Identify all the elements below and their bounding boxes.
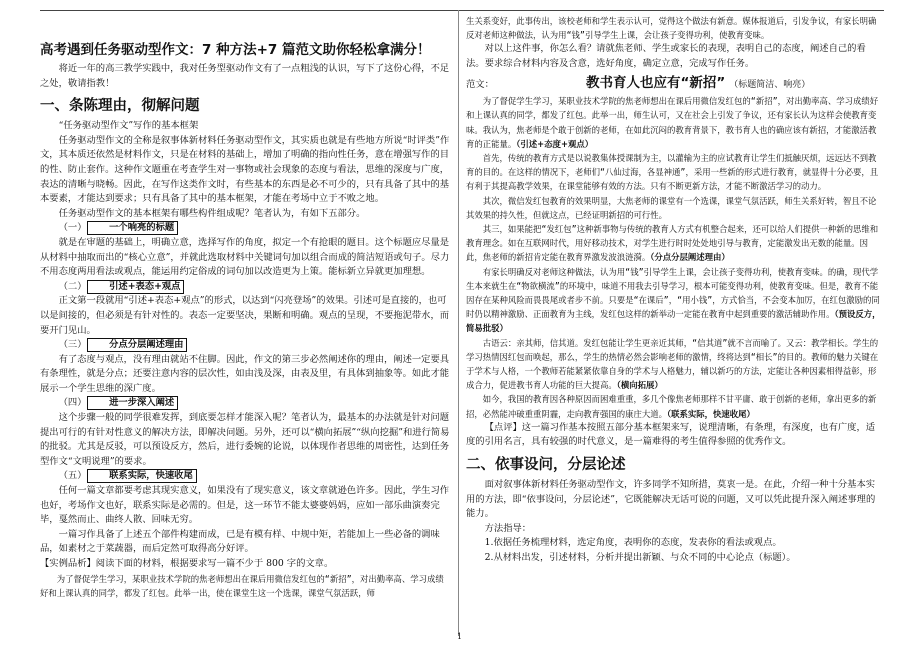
essay-heading [466, 76, 884, 93]
subheading-1-label: 一个响亮的标题 [87, 221, 179, 235]
essay-paragraph-3: 其次，微信发红包教育的效果明显，大焦老师的课堂有一个选课，课堂气氛活跃，师生关系好转，智且不论其效果的持久性，但就这点，已经证明新招的可行性。 [466, 195, 877, 220]
subheading-2-text: 正文第一段就用“引述+表态+观点”的形式，以达到“闪亮登场”的效果。引述可是直接的，也可以是间接的，但必须是有针对性的。表态一定要坚决，果断和明确。观点的呈现，不要拖泥带水，而要开门见山。 [40, 295, 450, 336]
subheading-5-text: 任何一篇文章都要考虑其现实意义，如果没有了现实意义，该文章就逊色许多。因此，学生习作也好，考场作文也好，联系实际是必需的。但是，这一环节不能太婆婆妈妈，应如一部乐曲演奏完毕，戛然而止、曲终人散、回味无穷。 [40, 485, 450, 526]
page-number: 1 [457, 632, 463, 641]
subheading-3-label: 分点分层阐述理由 [87, 338, 188, 352]
document-title: 高考遇到任务驱动型作文：7 种方法+7 篇范文助你轻松拿满分！ [40, 42, 431, 58]
left-column [40, 14, 452, 600]
essay-paragraph-2: 首先，传统的教育方式是以说教集体授课制为主，以灌输为主的应试教育让学生们抵触厌烦，远远达不到教育的目的。在这样的情况下，老师们“八仙过海，各显神通”，采用一些新的形式进行教育，就显得十分必要，且有利于其提高教学效果，在课堂能够有效的方法。只有不断更新方法，才能不断激活学习的动力。 [466, 153, 879, 192]
essay-title-note: （标题简洁、响亮） [729, 79, 811, 90]
example-intro: 【实例品析】阅读下面的材料，根据要求写一篇不少于 800 字的文章。 [40, 558, 334, 569]
subheading-1: （一） 一个响亮的标题 [40, 221, 452, 236]
column-divider [458, 10, 459, 636]
method-item-2: 2.从材料出发，引述材料，分析并提出新颖、与众不同的中心论点（标题）。 [484, 552, 796, 564]
method-label: 方法指导： [484, 522, 532, 534]
subheading-4-label: 进一步深入阐述 [87, 396, 179, 410]
model-essay-label: 范文： [466, 78, 494, 90]
framework-heading: “任务驱动型作文”写作的基本框架 [58, 120, 199, 132]
essay-paragraph-1: 为了督促学生学习，某职业技术学院的焦老师想出在课后用微信发红包的“新招”，对出勤率高、学习成绩好和上课认真的同学，都发了红包。此举一出，师生认可，又在社会上引发了争议，还有家长认为这样会使教育变味。我认为，焦老师是个敢于创新的老师，在如此沉闷的教育背景下，教书育人也的确应该有新招，才能激活教育的正能量。（引述+态度+观点） [466, 96, 879, 149]
subheading-3-text: 有了态度与观点，没有理由就站不住脚。因此，作文的第三步必然阐述你的理由，阐述一定要具有条理性，就是分点；还要注意内容的层次性，如由浅及深，由表及里，有具体到抽象等。如此才能展示一个学生思维的深广度。 [40, 353, 450, 394]
section-1-heading: 一、条陈理由，彻解问题 [40, 98, 200, 115]
subheading-4: （四） 进一步深入阐述 [40, 396, 452, 411]
method-item-1: 1.依据任务梳理材料，选定角度，表明你的态度，发表你的看法或观点。 [484, 537, 782, 549]
essay-mark-7: （联系实际，快速收尾） [667, 408, 755, 419]
essay-paragraph-7: 如今，我国的教育因各种原因而困难重重，多几个像焦老师那样不甘平庸、敢于创新的老师，拿出更多的新招，必然能冲破重重阴霾，走向教育强国的康庄大道。（联系实际，快速收尾） [466, 394, 877, 419]
example-material: 为了督促学生学习，某职业技术学院的焦老师想出在课后用微信发红包的“新招”，对出勤率高、学习成绩好和上课认真的同学，都发了红包。此举一出，使在课堂生这一个选课，课堂气氛活跃，师 [40, 573, 444, 598]
essay-paragraph-5: 有家长明确反对老师这种做法，认为用“钱”引导学生上课，会让孩子变得功利，使教育变味。的确，现代学生本来就生在“物欲横流”的环境中，味道不用我去引导学习，根本可能变得功利，使教育变味。但是，教育不能因存在某种风险而畏畏尾或者步不前。只要是“在课后”，“用小钱”，方式恰当，不会变本加厉，在红包激励的同时仍以精神激励、正面教育为主线，发红包这样的新举动一定能在教育中起到重要的激活辅助作用。（预设反方，简易批驳） [466, 266, 881, 334]
comment-paragraph: 【点评】这一篇习作基本按照五部分基本框架来写，说理清晰，有条理，有深度，也有广度，适度的引用名言，具有较强的时代意义，是一篇难得的考生值得参照的优秀作文。 [466, 421, 876, 448]
subheading-2-label: 引述+表态+观点 [87, 280, 185, 294]
top-rule [40, 10, 884, 11]
essay-mark-1: （引述+态度+观点） [516, 138, 594, 149]
subheading-4-text: 这个步骤一般的同学很难发挥，到底要怎样才能深入呢？笔者认为，最基本的办法就是针对问题提出可行的有针对性意义的解决方法，即解决问题。另外，还可以“横向拓展”“纵向挖掘”和进行简易的批驳。尤其是反驳，可以预设反方，然后，进行委婉的论说，以体现作者思维的周密性，达到任务型作文“文明说理”的要求。 [40, 412, 450, 467]
essay-mark-6: （横向拓展） [616, 380, 663, 391]
subheading-5-label: 联系实际，快速收尾 [87, 469, 197, 483]
section-2-paragraph: 面对叙事体新材料任务驱动型作文，许多同学不知所措，莫衷一是。在此，介绍一种十分基本实用的方法，即“依事设问，分层论述”，它既能解决无话可说的问题，又可以凭此提升深入阐述事理的能力。 [466, 479, 876, 520]
material-continued: 生关系变好，此事传出，该校老师和学生表示认可，觉得这个做法有新意。媒体报道后，引发争议，有家长明确反对老师这种做法，认为用“钱”引导学生上课，会让孩子变得功利，使教育变味。 [466, 16, 877, 41]
section-2-heading: 二、依事设问，分层论述 [466, 457, 626, 474]
subheading-2: （二） 引述+表态+观点 [40, 280, 452, 295]
right-column [466, 14, 884, 566]
paragraph-2: 任务驱动型作文的基本框架有哪些构件组成呢？笔者认为，有如下五部分。 [58, 207, 366, 219]
essay-paragraph-6: 古语云：亲其师，信其道。发红包能让学生更亲近其师，“信其道”就不言而喻了。又云：教学相长。学生的学习热情因红包而唤起，那么，学生的热情必然会影响老师的激情，终将达到“相长”的目的。教师的魅力关键在于学术与人格，一个教师若能紧紧依靠自身的学术与人格魅力，辅以新巧的方法，定能让各种因素相得益彰，形成合力，促进教书育人功能的巨大提高。（横向拓展） [466, 337, 879, 391]
essay-mark-5: （预设反方，简易批驳） [466, 309, 881, 334]
subheading-5: （五） 联系实际，快速收尾 [40, 469, 452, 484]
essay-title: 教书育人也应有“新招” [586, 74, 726, 91]
paragraph-1: 任务驱动型作文的全称是叙事体新材料任务驱动型作文，其实质也就是有些地方所说“时评类”作文，其本质还依然是材料作文，只是在材料的基础上，增加了明确的指向性任务，意在增强写作的目的性、防止套作。这种作文题重在考查学生对一事物或社会现象的态度与看法，思维的深度与广度，表达的清晰与晓畅。因此，在写作这类作文时，有些基本的东西是必不可少的，只有具备了其中的基本要素，才能达到要求；只有具备了其中的基本框架，才能在考场中立于不败之地。 [40, 134, 450, 205]
task-paragraph: 对以上这件事，你怎么看？请就焦老师、学生或家长的表现，表明自己的态度，阐述自己的看法。要求综合材料内容及含意，选好角度，确定立意，完成写作任务。 [466, 43, 866, 69]
subheading-1-text: 就是在审题的基础上，明确立意，选择写作的角度，拟定一个有抢眼的题目。这个标题应尽量是从材料中抽取而出的“核心立意”，并就此选取材料中关键词句加以组合而成的简洁短语或句子。尽力不用态度两用看法或观点，能运用约定俗成的词句加以改造更为上策。能标新立异就更加理想。 [40, 236, 450, 278]
essay-paragraph-4: 其三，如果能把“发红包”这种新事物与传统的教育人方式有机整合起来，还可以给人们提供一种新的思维和教育理念。如在互联网时代，用好移动技术，对学生进行时时处处地引导与教育，定能激发出无数的能量。因此，焦老师的新招肯定能在教育界激发波浪涟漪。（分点分层阐述理由） [466, 224, 879, 263]
paragraph-3: 一篇习作具备了上述五个部件构建而成，已是有模有样、中规中矩，若能加上一些必备的调味品，如素材之于菜蔬器，而后定然可取得高分好评。 [40, 528, 440, 555]
intro-paragraph: 将近一年的高三教学实践中，我对任务型驱动作文有了一点粗浅的认识，写下了这份心得，不足之处，敬请指教！ [40, 63, 450, 89]
subheading-3: （三） 分点分层阐述理由 [40, 338, 452, 353]
essay-mark-4: （分点分层阐述理由） [650, 252, 730, 263]
